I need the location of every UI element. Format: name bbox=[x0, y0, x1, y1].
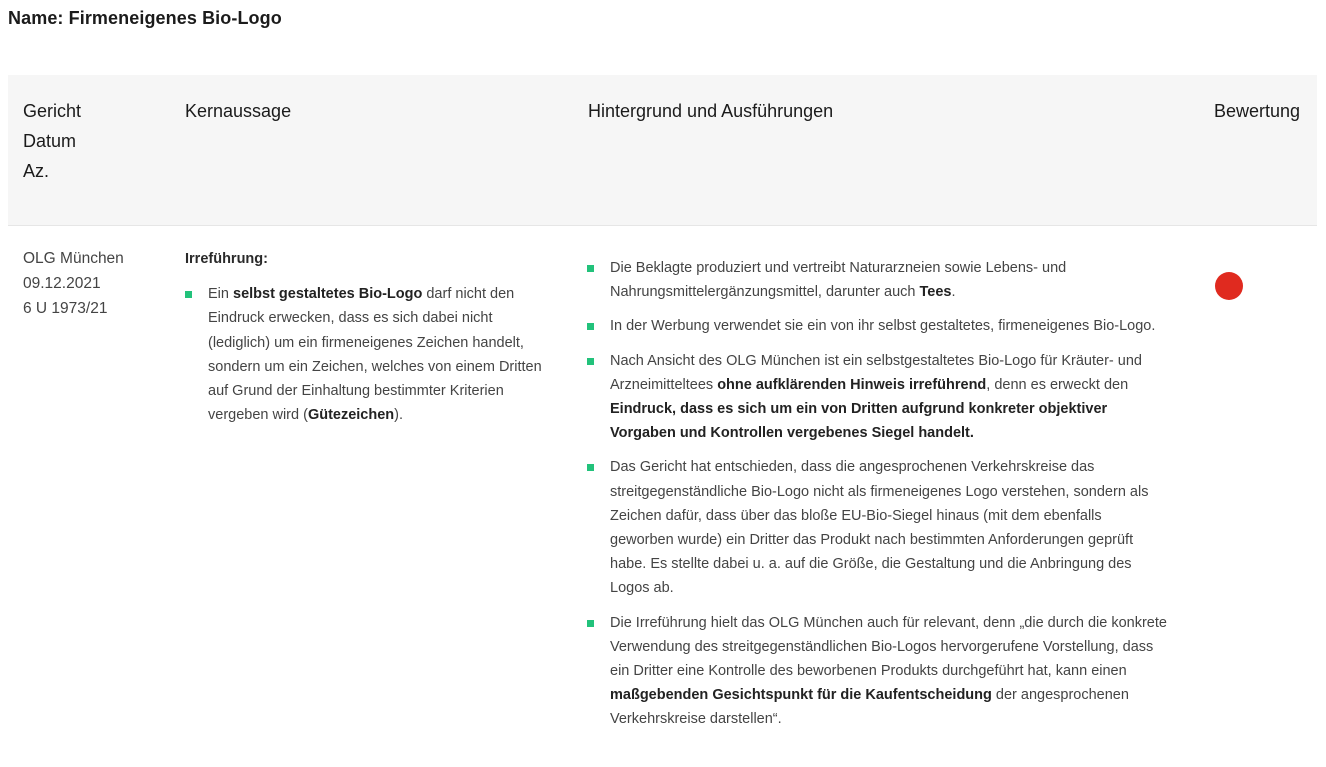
page-title: Name: Firmeneigenes Bio-Logo bbox=[8, 8, 282, 28]
list-item bbox=[587, 611, 1167, 732]
bullet-square-icon bbox=[587, 358, 594, 365]
emphasis-text: Eindruck, dass es sich um ein von Dritten aufgrund konkreter objektiver Vorgaben und Kontrollen vergebenes Siegel handelt. bbox=[610, 401, 1108, 442]
court-cell bbox=[23, 246, 124, 321]
hintergrund-text: Nach Ansicht des OLG München ist ein selbstgestaltetes Bio-Logo für Kräuter- und Arzneimitteltees ohne aufklärenden Hinweis irreführend, denn es erweckt den Eindruck, dass es sich um ein von Dritten aufgrund konkreter objektiver Vorgaben und Kontrollen vergebenes Siegel handelt. bbox=[610, 352, 1142, 442]
list-item bbox=[587, 256, 1167, 304]
hintergrund-text: Die Beklagte produziert und vertreibt Naturarzneien sowie Lebens- und Nahrungsmittelergänzungsmittel, darunter auch Tees. bbox=[610, 260, 1067, 301]
kernaussage-heading: Irreführung: bbox=[185, 251, 268, 267]
case-number: 6 U 1973/21 bbox=[23, 300, 108, 317]
kernaussage-cell bbox=[185, 247, 555, 427]
emphasis-text: ohne aufklärenden Hinweis irreführend bbox=[717, 376, 987, 393]
emphasis-text: Gütezeichen bbox=[307, 407, 395, 424]
hintergrund-text: Das Gericht hat entschieden, dass die angesprochenen Verkehrskreise das streitgegenständliche Bio-Logo nicht als firmeneigenes Logo verstehen, sondern als Zeichen dafür, dass über das bloße EU-Bio-Siegel hinaus (mit dem ebenfalls geworben wurde) ein Dritter das Produkt nach bestimmten Anforderungen geprüft habe. Es stellte dabei u. a. auf die Größe, die Gestaltung und die Anbringung des Logos ab. bbox=[610, 459, 1149, 597]
hintergrund-text: Die Irreführung hielt das OLG München auch für relevant, denn „die durch die konkrete Verwendung des streitgegenständlichen Bio-Logos hervorgerufene Vorstellung, dass ein Dritter eine Kontrolle des beworbenen Produkts durchgeführt hat, kann einen maßgebenden Gesichtspunkt für die Kaufentscheidung der angesprochenen Verkehrskreise darstellen“. bbox=[610, 614, 1167, 728]
column-header-az-line: Az. bbox=[23, 161, 50, 181]
kernaussage-text: Ein selbst gestaltetes Bio-Logo darf nicht den Eindruck erwecken, dass es sich dabei nicht (lediglich) um ein firmeneigenes Zeichen handelt, sondern um ein Zeichen, welches von einem Dritten auf Grund der Einhaltung bestimmter Kriterien vergeben wird (Gütezeichen). bbox=[208, 286, 542, 424]
bullet-square-icon bbox=[185, 291, 192, 298]
bullet-square-icon bbox=[587, 620, 594, 627]
list-item bbox=[587, 349, 1167, 446]
bullet-square-icon bbox=[587, 265, 594, 272]
list-item bbox=[587, 455, 1167, 600]
bullet-square-icon bbox=[587, 323, 594, 330]
column-header-gericht bbox=[23, 96, 143, 186]
hintergrund-list bbox=[587, 256, 1167, 732]
column-header-kernaussage: Kernaussage bbox=[185, 101, 292, 121]
decision-date: 09.12.2021 bbox=[23, 275, 101, 292]
hintergrund-cell bbox=[587, 256, 1167, 742]
kernaussage-list bbox=[185, 282, 555, 427]
bullet-square-icon bbox=[587, 464, 594, 471]
list-item bbox=[185, 282, 555, 427]
court-name: OLG München bbox=[23, 250, 124, 267]
list-item bbox=[587, 314, 1167, 338]
emphasis-text: selbst gestaltetes Bio-Logo bbox=[233, 286, 423, 303]
emphasis-text: Tees bbox=[919, 284, 952, 301]
column-header-datum-line: Datum bbox=[23, 131, 77, 151]
table-header-row bbox=[8, 75, 1317, 226]
hintergrund-text: In der Werbung verwendet sie ein von ihr selbst gestaltetes, firmeneigenes Bio-Logo. bbox=[610, 318, 1156, 335]
column-header-gericht-line: Gericht bbox=[23, 101, 82, 121]
column-header-bewertung: Bewertung bbox=[1214, 101, 1301, 121]
emphasis-text: maßgebenden Gesichtspunkt für die Kaufentscheidung bbox=[610, 687, 992, 704]
rating-red-dot-icon bbox=[1215, 272, 1243, 300]
column-header-hintergrund: Hintergrund und Ausführungen bbox=[588, 101, 834, 121]
